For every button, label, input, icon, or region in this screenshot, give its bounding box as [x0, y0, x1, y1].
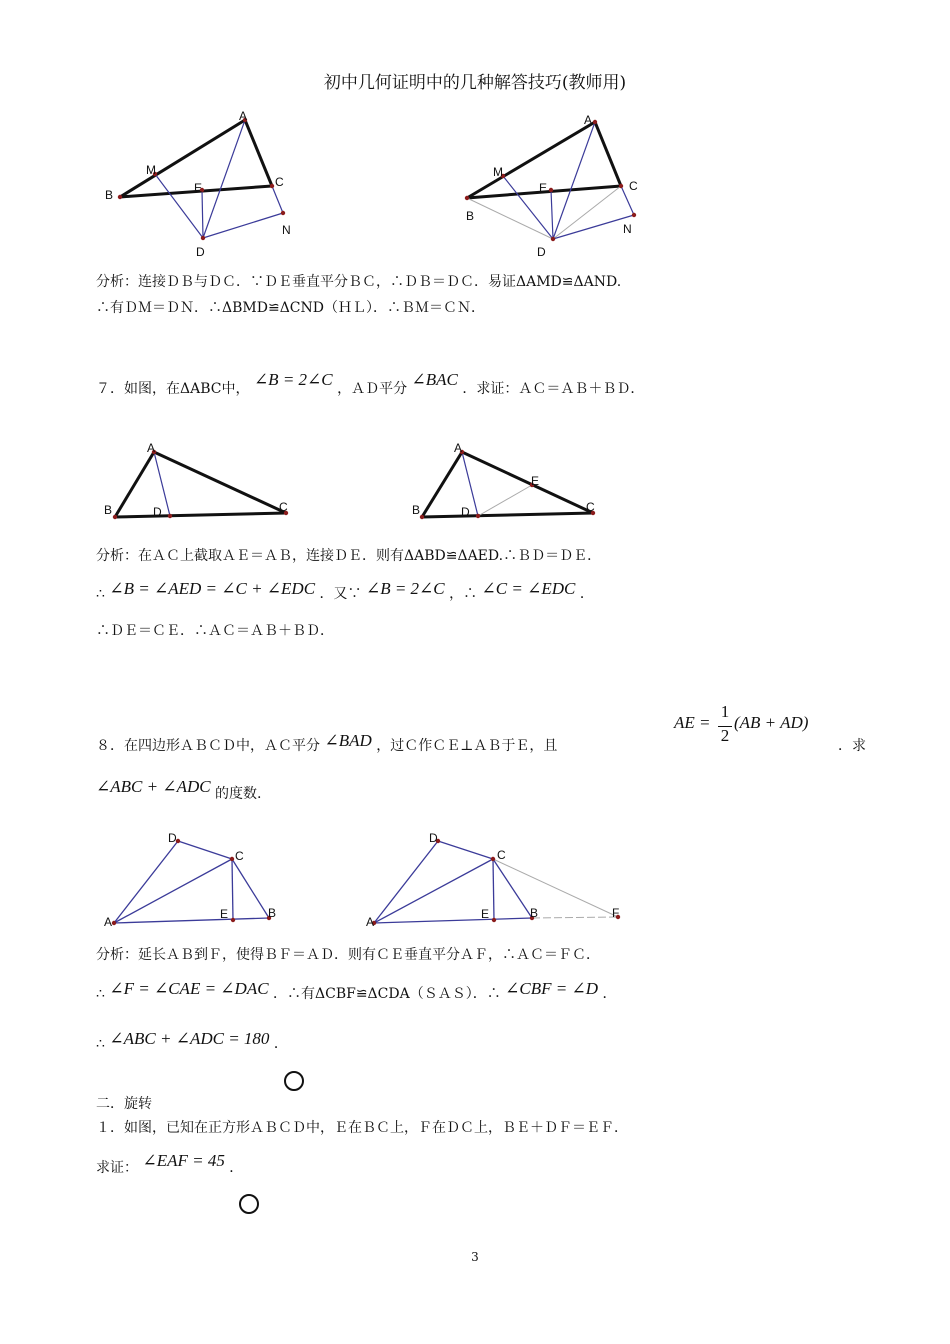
label-d: D: [196, 245, 205, 259]
label-a: A: [366, 915, 375, 929]
page-number: 3: [471, 1250, 479, 1264]
label-e: E: [194, 181, 203, 195]
analysis-7-line-2: ∴ ∠B = ∠AED = ∠C + ∠EDC ．又∵ ∠B = 2∠C ，∴ ∠C = ∠EDC ．: [96, 579, 594, 602]
label-e: E: [481, 907, 490, 921]
section-2-problem-1: １．如图，已知在正方形ＡＢＣＤ中，Ｅ在ＢＣ上，Ｆ在ＤＣ上，ＢＥ＋ＤＦ＝ＥＦ．: [96, 1120, 628, 1136]
label-a: A: [147, 441, 156, 455]
analysis-7-line-1: 分析：在ＡＣ上截取ＡＥ＝ＡＢ，连接ＤＥ．则有ΔABD≌ΔAED.∴ＢＤ＝ＤＥ．: [96, 548, 602, 564]
analysis-8-line-3: ∴ ∠ABC + ∠ADC = 180 ．: [96, 1029, 288, 1052]
label-c: C: [279, 500, 288, 514]
label-c: C: [586, 500, 595, 514]
label-b: B: [105, 188, 114, 202]
label-a: A: [104, 915, 113, 929]
label-d: D: [429, 831, 438, 845]
figure-1: [95, 108, 315, 258]
label-c: C: [497, 848, 506, 862]
figure-5: [100, 828, 290, 933]
analysis-7-line-3: ∴ＤＥ＝ＣＥ．∴ＡＣ＝ＡＢ＋ＢＤ．: [96, 623, 334, 639]
math-b-equals-2c: ∠B = 2∠C: [253, 370, 333, 389]
figure-6: [360, 828, 640, 933]
label-e: E: [220, 907, 229, 921]
label-c: C: [235, 849, 244, 863]
degree-circle-icon: [284, 1071, 304, 1091]
label-a: A: [239, 109, 248, 123]
label-d: D: [461, 505, 470, 519]
label-f: F: [612, 906, 620, 920]
label-d: D: [168, 831, 177, 845]
label-e: E: [539, 181, 548, 195]
label-a: A: [454, 441, 463, 455]
math-angle-bac: ∠BAC: [411, 370, 458, 389]
label-c: C: [629, 179, 638, 193]
problem-8-line-1: ８．在四边形ＡＢＣＤ中，ＡＣ平分 ∠BAD ，过Ｃ作ＣＥ⊥ＡＢ于Ｅ，且: [96, 731, 558, 754]
degree-circle-icon: [239, 1194, 259, 1214]
label-c: C: [275, 175, 284, 189]
label-d: D: [537, 245, 546, 259]
label-n: N: [282, 223, 291, 237]
figure-4: [410, 440, 610, 525]
formula-ae: AE = 1 2 (AB + AD): [674, 702, 809, 745]
problem-8-qiu: ．求: [838, 738, 866, 754]
section-2-heading: 二．旋转: [96, 1096, 152, 1112]
label-m: M: [146, 163, 156, 177]
analysis-6-line-2: ∴有ＤＭ＝ＤＮ．∴ΔBMD≌ΔCND（ＨＬ）．∴ＢＭ＝ＣＮ．: [96, 300, 485, 316]
label-a: A: [584, 113, 593, 127]
label-b: B: [268, 906, 277, 920]
page-title: 初中几何证明中的几种解答技巧(教师用): [323, 73, 627, 93]
analysis-8-line-2: ∴ ∠F = ∠CAE = ∠DAC ．∴有ΔCBF≌ΔCDA（ＳＡＳ）．∴ ∠CBF = ∠D ．: [96, 979, 617, 1002]
problem-7: ７．如图，在ΔABC中， ∠B = 2∠C ，ＡＤ平分 ∠BAC ．求证：ＡＣ＝ＡＢ＋ＢＤ．: [96, 370, 645, 397]
label-b: B: [466, 209, 475, 223]
label-b: B: [530, 906, 539, 920]
label-b: B: [104, 503, 113, 517]
analysis-6-line-1: 分析：连接ＤＢ与ＤＣ．∵ＤＥ垂直平分ＢＣ，∴ＤＢ＝ＤＣ．易证ΔAMD≌ΔAND.: [96, 274, 622, 290]
label-d: D: [153, 505, 162, 519]
label-e: E: [531, 474, 540, 488]
label-b: B: [412, 503, 421, 517]
analysis-8-line-1: 分析：延长ＡＢ到Ｆ，使得ＢＦ＝ＡＤ．则有ＣＥ垂直平分ＡＦ，∴ＡＣ＝ＦＣ．: [96, 947, 600, 963]
problem-8-line-2: ∠ABC + ∠ADC 的度数.: [96, 777, 262, 802]
figure-2: [460, 108, 680, 258]
section-2-prove: 求证： ∠EAF = 45 ．: [96, 1151, 244, 1176]
figure-3: [100, 440, 300, 525]
label-n: N: [623, 222, 632, 236]
label-m: M: [493, 165, 503, 179]
